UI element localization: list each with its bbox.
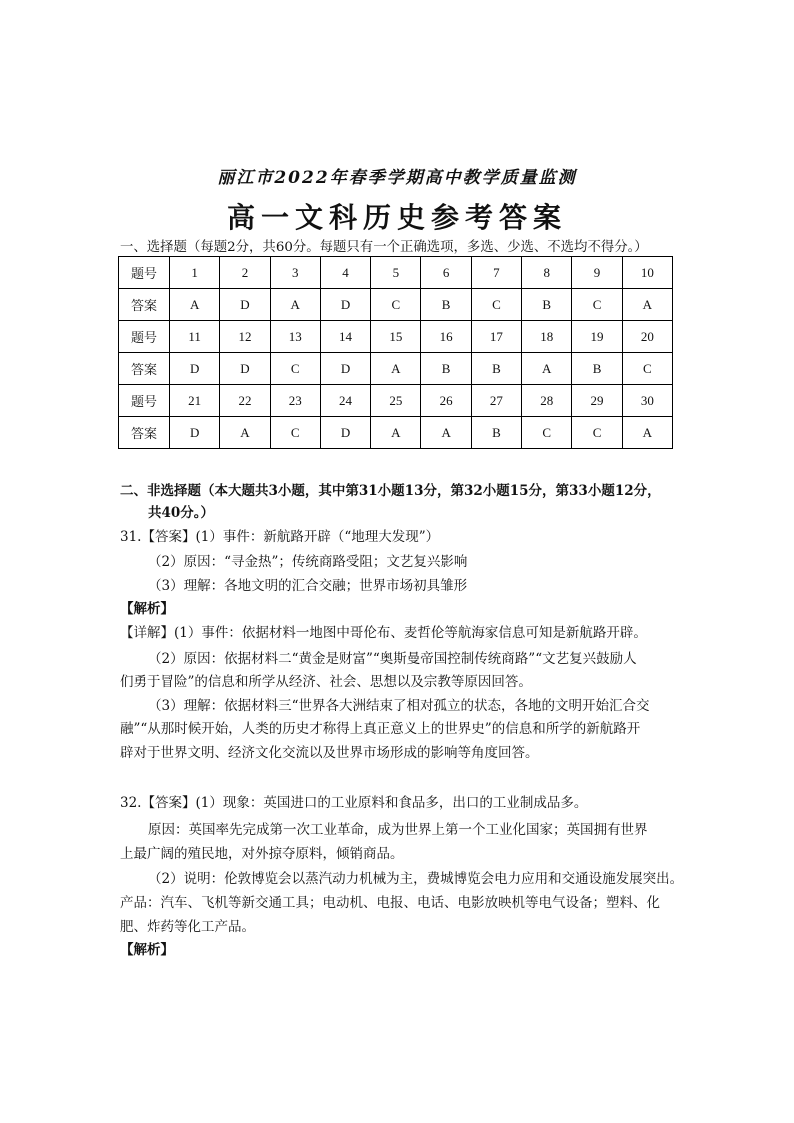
answer-cell: D <box>220 289 270 321</box>
row-label: 答案 <box>119 353 170 385</box>
section2-heading-line2: 共40分。） <box>148 505 215 521</box>
answer-cell: A <box>522 353 572 385</box>
question-number-cell: 18 <box>522 321 572 353</box>
answer-cell: A <box>622 417 672 449</box>
row-label: 答案 <box>119 417 170 449</box>
answer-cell: C <box>270 353 320 385</box>
answer-cell: A <box>371 417 421 449</box>
question-number-cell: 12 <box>220 321 270 353</box>
question-number-cell: 11 <box>170 321 220 353</box>
q31-answer-line2: （2）原因：“寻金热”；传统商路受阻；文艺复兴影响 <box>148 554 468 570</box>
page-title: 高一文科历史参考答案 <box>226 201 567 234</box>
question-number-cell: 9 <box>572 257 622 289</box>
answer-cell: C <box>471 289 521 321</box>
section1-heading: 一、选择题（每题2分，共60分。每题只有一个正确选项，多选、少选、不选均不得分。） <box>120 240 648 255</box>
q32-answer-line4: （2）说明：伦敦博览会以蒸汽动力机械为主，费城博览会电力应用和交通设施发展突出。 <box>148 871 684 887</box>
question-number-cell: 5 <box>371 257 421 289</box>
q31-detail-line2: （2）原因：依据材料二“黄金是财富”“奥斯曼帝国控制传统商路”“文艺复兴鼓励人 <box>148 651 637 667</box>
table-row <box>119 321 673 353</box>
answer-cell: A <box>170 289 220 321</box>
q31-detail-line3: 们勇于冒险”的信息和所学从经济、社会、思想以及宗教等原因回答。 <box>120 674 532 690</box>
answer-cell: B <box>471 353 521 385</box>
question-number-cell: 7 <box>471 257 521 289</box>
question-number-cell: 16 <box>421 321 471 353</box>
answer-cell: D <box>170 353 220 385</box>
section2-heading-line1: 二、非选择题（本大题共3小题，其中第31小题13分，第32小题15分，第33小题12分， <box>120 483 661 499</box>
row-label: 题号 <box>119 385 170 417</box>
answer-cell: B <box>421 289 471 321</box>
answer-cell: B <box>471 417 521 449</box>
q32-analysis-label: 【解析】 <box>120 942 174 958</box>
question-number-cell: 17 <box>471 321 521 353</box>
question-number-cell: 30 <box>622 385 672 417</box>
question-number-cell: 14 <box>320 321 370 353</box>
q31-detail-line6: 辟对于世界文明、经济文化交流以及世界市场形成的影响等角度回答。 <box>120 745 539 761</box>
answer-cell: C <box>522 417 572 449</box>
answer-table <box>118 256 673 449</box>
q32-answer-line5: 产品：汽车、飞机等新交通工具；电动机、电报、电话、电影放映机等电气设备；塑料、化 <box>120 895 660 911</box>
answer-cell: A <box>220 417 270 449</box>
answer-cell: D <box>320 353 370 385</box>
q31-detail-line4: （3）理解：依据材料三“世界各大洲结束了相对孤立的状态，各地的文明开始汇合交 <box>148 698 650 714</box>
answer-cell: D <box>320 417 370 449</box>
question-number-cell: 28 <box>522 385 572 417</box>
answer-cell: A <box>421 417 471 449</box>
q32-answer-line6: 肥、炸药等化工产品。 <box>120 919 255 935</box>
question-number-cell: 20 <box>622 321 672 353</box>
question-number-cell: 19 <box>572 321 622 353</box>
question-number-cell: 23 <box>270 385 320 417</box>
row-label: 题号 <box>119 257 170 289</box>
q31-analysis-label: 【解析】 <box>120 601 174 617</box>
table-row <box>119 257 673 289</box>
question-number-cell: 29 <box>572 385 622 417</box>
row-label: 答案 <box>119 289 170 321</box>
table-row <box>119 385 673 417</box>
question-number-cell: 27 <box>471 385 521 417</box>
q32-answer-line3: 上最广阔的殖民地，对外掠夺原料，倾销商品。 <box>120 846 404 862</box>
question-number-cell: 25 <box>371 385 421 417</box>
answer-cell: D <box>170 417 220 449</box>
q31-detail-line5: 融”“从那时候开始，人类的历史才称得上真正意义上的世界史”的信息和所学的新航路开 <box>120 721 641 737</box>
question-number-cell: 13 <box>270 321 320 353</box>
answer-cell: A <box>270 289 320 321</box>
question-number-cell: 26 <box>421 385 471 417</box>
answer-cell: D <box>220 353 270 385</box>
exam-subtitle: 丽江市2022年春季学期高中教学质量监测 <box>217 168 577 188</box>
answer-cell: B <box>421 353 471 385</box>
q31-answer-line1: 31.【答案】(1）事件：新航路开辟（“地理大发现”） <box>120 529 440 545</box>
q32-answer-line1: 32.【答案】(1）现象：英国进口的工业原料和食品多，出口的工业制成品多。 <box>120 795 588 811</box>
answer-cell: C <box>572 417 622 449</box>
question-number-cell: 15 <box>371 321 421 353</box>
answer-cell: B <box>572 353 622 385</box>
table-row <box>119 353 673 385</box>
question-number-cell: 1 <box>170 257 220 289</box>
answer-cell: C <box>371 289 421 321</box>
q32-answer-line2: 原因：英国率先完成第一次工业革命，成为世界上第一个工业化国家；英国拥有世界 <box>148 822 648 838</box>
q31-detail-line1: 【详解】(1）事件：依据材料一地图中哥伦布、麦哲伦等航海家信息可知是新航路开辟。 <box>120 625 647 641</box>
answer-cell: D <box>320 289 370 321</box>
question-number-cell: 3 <box>270 257 320 289</box>
question-number-cell: 6 <box>421 257 471 289</box>
answer-cell: C <box>622 353 672 385</box>
question-number-cell: 21 <box>170 385 220 417</box>
question-number-cell: 10 <box>622 257 672 289</box>
table-row <box>119 417 673 449</box>
answer-cell: B <box>522 289 572 321</box>
answer-cell: C <box>270 417 320 449</box>
question-number-cell: 2 <box>220 257 270 289</box>
answer-cell: A <box>622 289 672 321</box>
table-row <box>119 289 673 321</box>
question-number-cell: 4 <box>320 257 370 289</box>
question-number-cell: 24 <box>320 385 370 417</box>
question-number-cell: 8 <box>522 257 572 289</box>
answer-cell: C <box>572 289 622 321</box>
question-number-cell: 22 <box>220 385 270 417</box>
answer-cell: A <box>371 353 421 385</box>
q31-answer-line3: （3）理解：各地文明的汇合交融；世界市场初具雏形 <box>148 578 468 594</box>
row-label: 题号 <box>119 321 170 353</box>
